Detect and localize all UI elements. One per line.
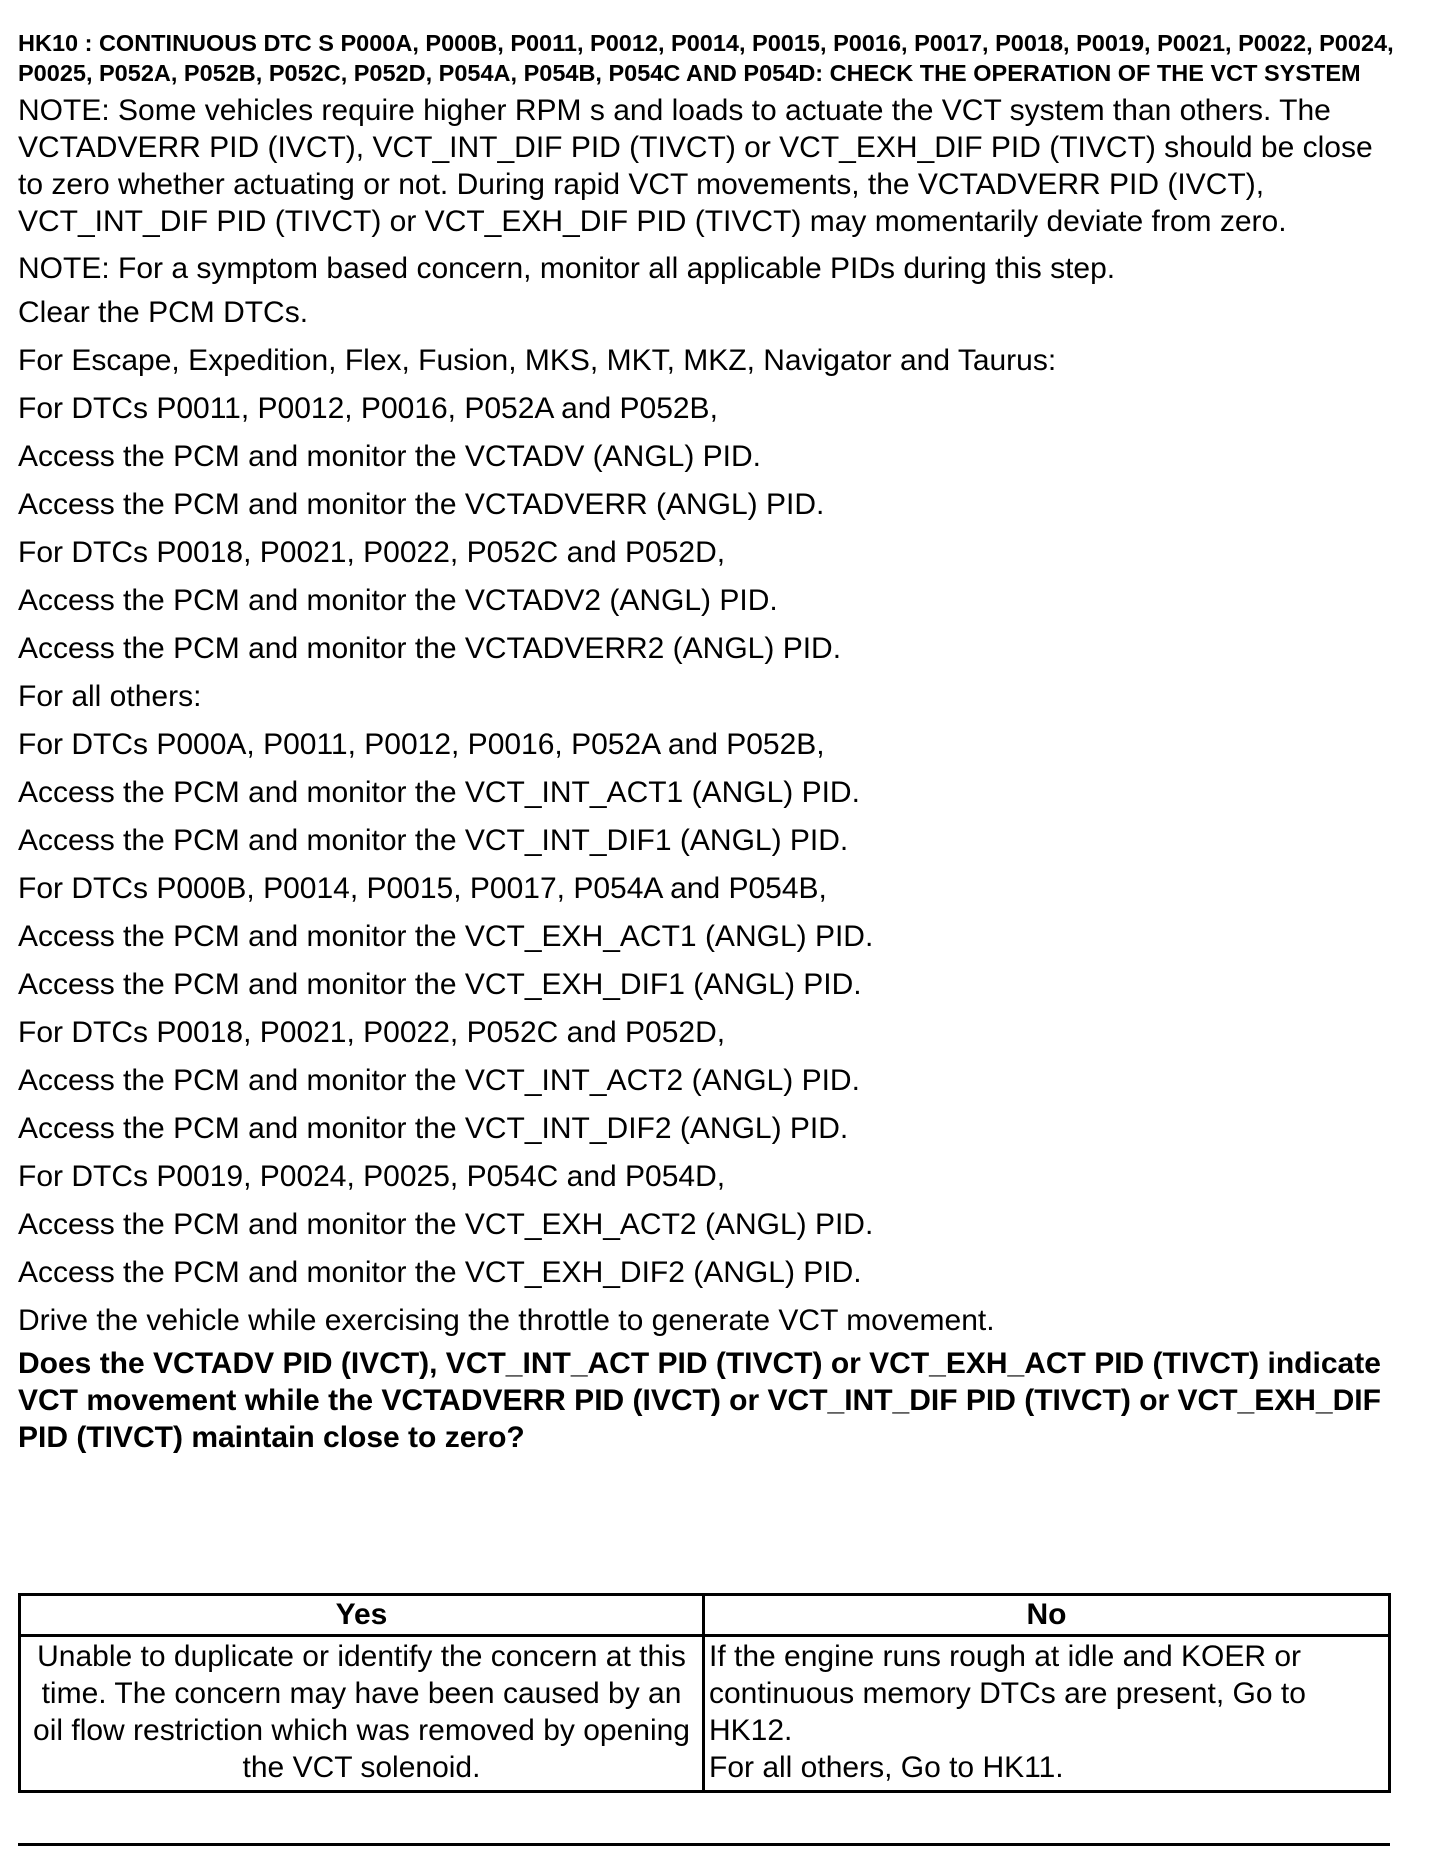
document-page — [18, 28, 1398, 1456]
step-line: For DTCs P000B, P0014, P0015, P0017, P054A and P054B, — [18, 872, 827, 905]
bottom-divider — [18, 1843, 1390, 1846]
no-result-line: If the engine runs rough at idle and KOER or continuous memory DTCs are present, Go to HK12. — [709, 1640, 1306, 1747]
step-title: HK10 : CONTINUOUS DTC S P000A, P000B, P0011, P0012, P0014, P0015, P0016, P0017, P0018, P0019, P0021, P0022, P0024, P0025, P052A, P052B, P052C, P052D, P054A, P054B, P054C AND P054D: CHECK THE OPERATION OF THE VCT SYSTEM — [18, 30, 1394, 86]
step-line: Access the PCM and monitor the VCT_EXH_DIF2 (ANGL) PID. — [18, 1256, 862, 1289]
note-symptom-based: NOTE: For a symptom based concern, monitor all applicable PIDs during this step. — [18, 252, 1116, 285]
step-line: Access the PCM and monitor the VCT_INT_DIF1 (ANGL) PID. — [18, 824, 849, 857]
step-line: Access the PCM and monitor the VCT_INT_ACT1 (ANGL) PID. — [18, 776, 860, 809]
yes-header: Yes — [20, 1595, 704, 1636]
step-line: For Escape, Expedition, Flex, Fusion, MKS, MKT, MKZ, Navigator and Taurus: — [18, 344, 1057, 377]
result-table — [18, 1593, 1391, 1793]
step-line: For DTCs P0011, P0012, P0016, P052A and P052B, — [18, 392, 718, 425]
step-line: Access the PCM and monitor the VCTADV2 (ANGL) PID. — [18, 584, 778, 617]
step-line: For DTCs P000A, P0011, P0012, P0016, P052A and P052B, — [18, 728, 825, 761]
step-line: Clear the PCM DTCs. — [18, 296, 309, 329]
no-header: No — [704, 1595, 1390, 1636]
step-line: Access the PCM and monitor the VCTADV (ANGL) PID. — [18, 440, 762, 473]
table-header-row — [20, 1595, 1390, 1636]
step-instructions — [18, 289, 1398, 1345]
table-row — [20, 1636, 1390, 1792]
step-line: Drive the vehicle while exercising the throttle to generate VCT movement. — [18, 1304, 995, 1337]
step-line: For all others: — [18, 680, 202, 713]
step-line: For DTCs P0018, P0021, P0022, P052C and P052D, — [18, 536, 726, 569]
note-vct-actuation: NOTE: Some vehicles require higher RPM s and loads to actuate the VCT system than others. The VCTADVERR PID (IVCT), VCT_INT_DIF PID (TIVCT) or VCT_EXH_DIF PID (TIVCT) should be close to zero whether actuating or not. During rapid VCT movements, the VCTADVERR PID (IVCT), VCT_INT_DIF PID (TIVCT) or VCT_EXH_DIF PID (TIVCT) may momentarily deviate from zero. — [18, 94, 1373, 238]
step-line: Access the PCM and monitor the VCTADVERR (ANGL) PID. — [18, 488, 825, 521]
step-line: For DTCs P0019, P0024, P0025, P054C and P054D, — [18, 1160, 726, 1193]
step-line: Access the PCM and monitor the VCT_EXH_DIF1 (ANGL) PID. — [18, 968, 862, 1001]
step-line: Access the PCM and monitor the VCT_INT_ACT2 (ANGL) PID. — [18, 1064, 860, 1097]
yes-result-cell: Unable to duplicate or identify the concern at this time. The concern may have been caused by an oil flow restriction which was removed by opening the VCT solenoid. — [20, 1636, 704, 1792]
step-line: Access the PCM and monitor the VCT_INT_DIF2 (ANGL) PID. — [18, 1112, 849, 1145]
no-result-cell — [704, 1636, 1390, 1792]
no-result-line: For all others, Go to HK11. — [709, 1751, 1064, 1784]
step-line: Access the PCM and monitor the VCT_EXH_ACT1 (ANGL) PID. — [18, 920, 874, 953]
step-question: Does the VCTADV PID (IVCT), VCT_INT_ACT PID (TIVCT) or VCT_EXH_ACT PID (TIVCT) indicate VCT movement while the VCTADVERR PID (IVCT) or VCT_INT_DIF PID (TIVCT) or VCT_EXH_DIF PID (TIVCT) maintain close to zero? — [18, 1347, 1381, 1454]
step-line: Access the PCM and monitor the VCT_EXH_ACT2 (ANGL) PID. — [18, 1208, 874, 1241]
step-line: Access the PCM and monitor the VCTADVERR2 (ANGL) PID. — [18, 632, 842, 665]
step-line: For DTCs P0018, P0021, P0022, P052C and P052D, — [18, 1016, 726, 1049]
